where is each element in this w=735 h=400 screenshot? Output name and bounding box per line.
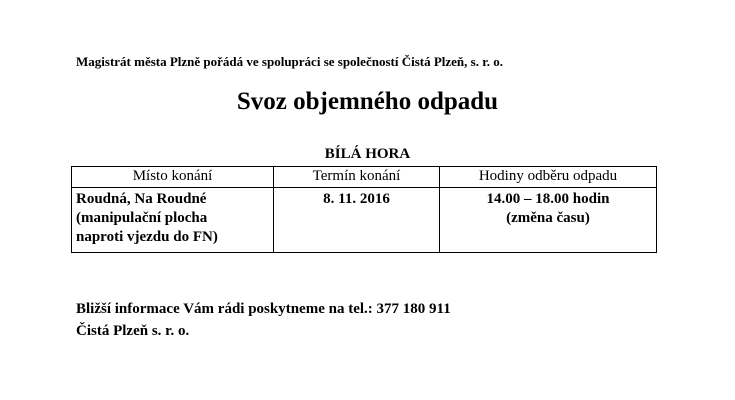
contact-info: Bližší informace Vám rádi poskytneme na tel.: 377 180 911 — [76, 301, 451, 317]
area-name: BÍLÁ HORA — [324, 146, 411, 162]
place-line: Roudná, Na Roudné — [76, 191, 207, 207]
date-value: 8. 11. 2016 — [323, 191, 390, 207]
company-name: Čistá Plzeň s. r. o. — [76, 323, 190, 339]
collection-schedule-table — [71, 166, 657, 253]
hours-value: 14.00 – 18.00 hodin — [486, 191, 610, 207]
hours-cell — [440, 188, 657, 253]
header-place: Místo konání — [72, 167, 274, 188]
footer-contact — [76, 298, 451, 342]
hours-note: (změna času) — [506, 210, 590, 226]
place-cell — [72, 188, 274, 253]
place-line: naproti vjezdu do FN) — [76, 229, 218, 245]
page-title: Svoz objemného odpadu — [236, 88, 499, 115]
table-row — [72, 188, 657, 253]
header-hours: Hodiny odběru odpadu — [440, 167, 657, 188]
place-line: (manipulační plocha — [76, 210, 208, 226]
header-date: Termín konání — [274, 167, 440, 188]
table-header-row — [72, 167, 657, 188]
date-cell — [274, 188, 440, 253]
organizer-intro: Magistrát města Plzně pořádá ve spolupráci se společností Čistá Plzeň, s. r. o. — [76, 54, 504, 69]
